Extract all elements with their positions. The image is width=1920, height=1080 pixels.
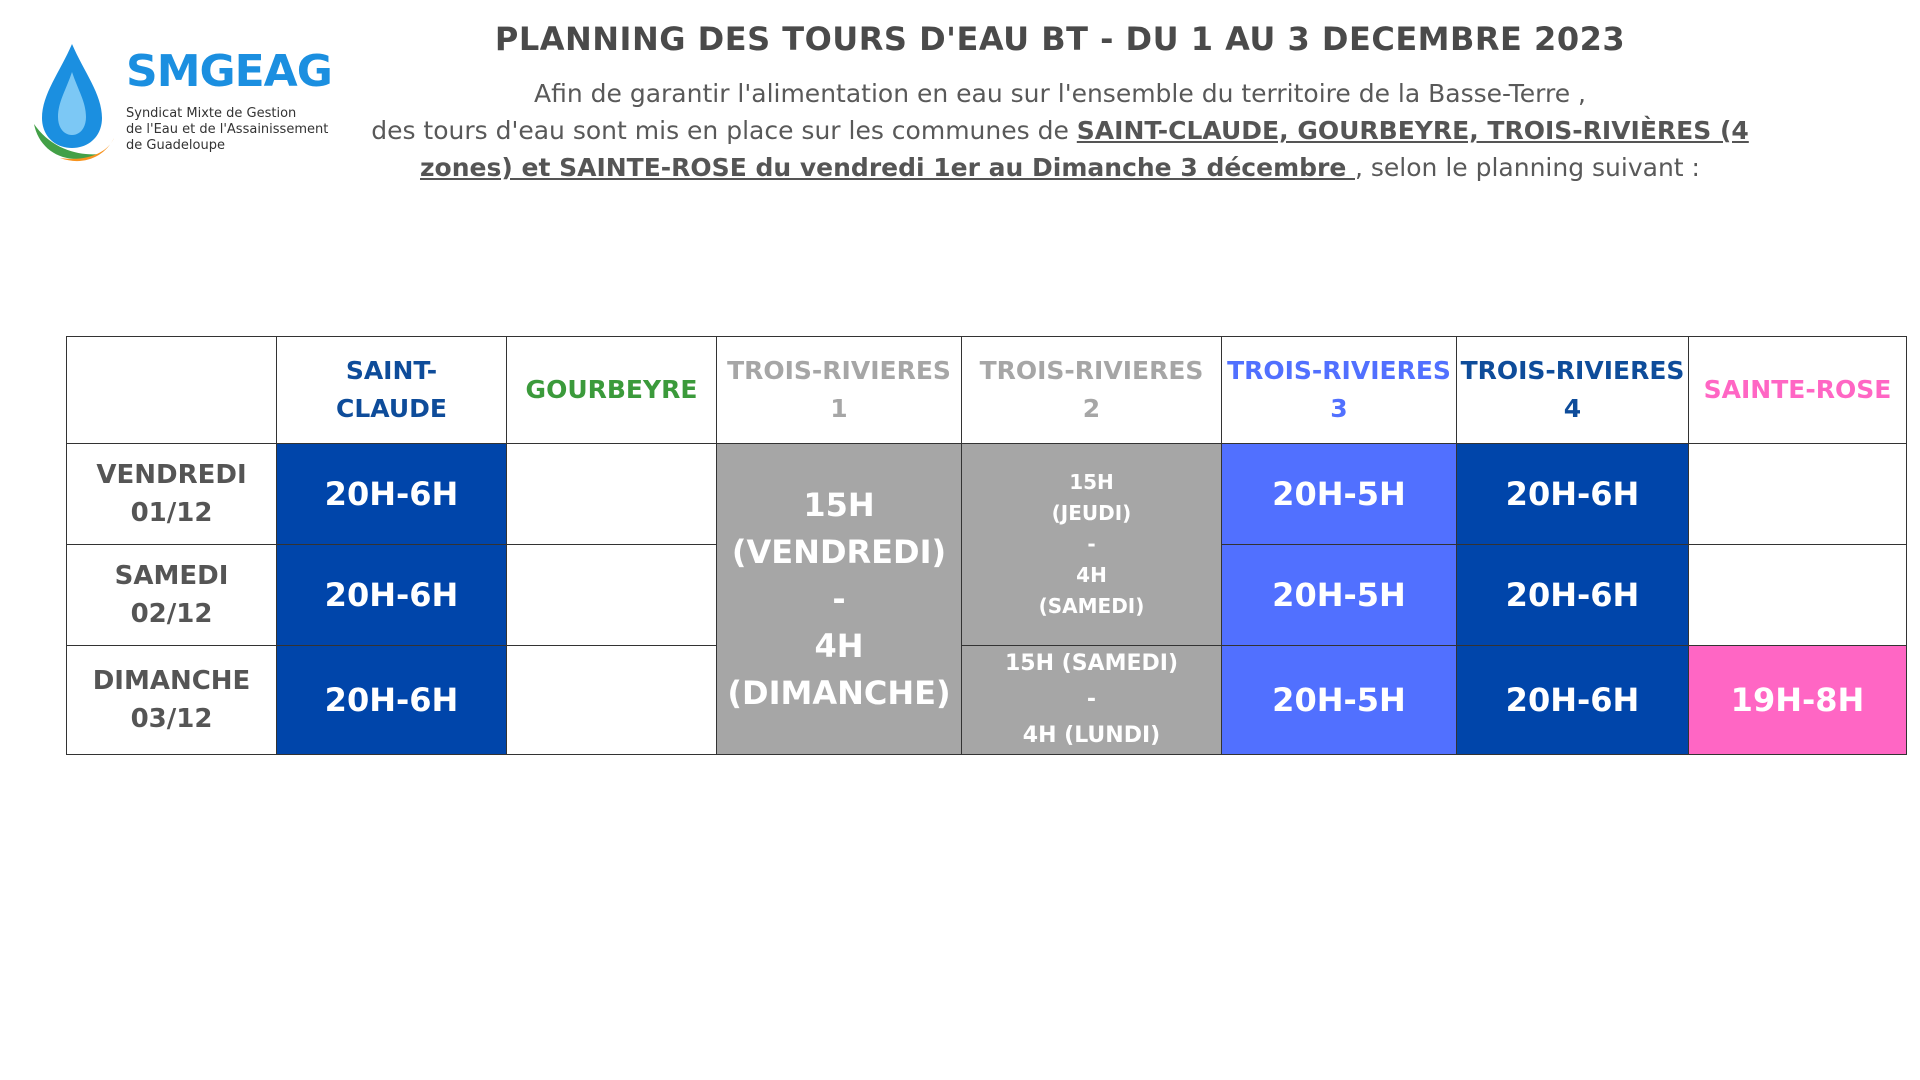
cell-saint-claude: 20H-6H [277,646,507,755]
intro-communes: SAINT-CLAUDE, GOURBEYRE, TROIS-RIVIÈRES (4 zones) et SAINTE-ROSE du vendredi 1er au Dimanche 3 décembre [420,116,1749,182]
cell-sainte-rose-empty [1689,545,1907,646]
cell-sainte-rose: 19H-8H [1689,646,1907,755]
intro-suffix: , selon le planning suivant : [1355,153,1700,182]
cell-gourbeyre-empty [507,646,717,755]
table-header-row [67,337,1907,444]
header-trois-rivieres-2: TROIS-RIVIERES 2 [962,337,1222,444]
header-trois-rivieres-1: TROIS-RIVIERES 1 [717,337,962,444]
cell-saint-claude: 20H-6H [277,545,507,646]
header-gourbeyre: GOURBEYRE [507,337,717,444]
intro-line-1: Afin de garantir l'alimentation en eau sur l'ensemble du territoire de la Basse-Terre , [533,79,1586,108]
brand-tagline: Syndicat Mixte de Gestion de l'Eau et de l'Assainissement de Guadeloupe [126,106,329,153]
brand-name: SMGEAG [126,46,332,97]
cell-sainte-rose-empty [1689,444,1907,545]
cell-trois-rivieres-4: 20H-6H [1457,646,1689,755]
cell-trois-rivieres-4: 20H-6H [1457,444,1689,545]
table-row-dimanche [67,646,1907,755]
table-row-vendredi [67,444,1907,545]
header-trois-rivieres-4: TROIS-RIVIERES 4 [1457,337,1689,444]
cell-trois-rivieres-1: 15H (VENDREDI) - 4H (DIMANCHE) [717,444,962,755]
water-drop-logo-icon [30,42,120,167]
intro-prefix: des tours d'eau sont mis en place sur les communes de [371,116,1077,145]
corner-cell [67,337,277,444]
smgeag-logo [30,40,350,165]
cell-trois-rivieres-2-second: 15H (SAMEDI) - 4H (LUNDI) [962,646,1222,755]
cell-trois-rivieres-3: 20H-5H [1222,545,1457,646]
cell-trois-rivieres-3: 20H-5H [1222,646,1457,755]
cell-saint-claude: 20H-6H [277,444,507,545]
cell-trois-rivieres-3: 20H-5H [1222,444,1457,545]
intro-text [330,75,1790,186]
cell-trois-rivieres-4: 20H-6H [1457,545,1689,646]
planning-table [66,336,1907,755]
day-label: VENDREDI 01/12 [67,444,277,545]
header-trois-rivieres-3: TROIS-RIVIERES 3 [1222,337,1457,444]
cell-gourbeyre-empty [507,444,717,545]
cell-gourbeyre-empty [507,545,717,646]
cell-trois-rivieres-2-first: 15H (JEUDI) - 4H (SAMEDI) [962,444,1222,646]
day-label: DIMANCHE 03/12 [67,646,277,755]
header-sainte-rose: SAINTE-ROSE [1689,337,1907,444]
page-title: PLANNING DES TOURS D'EAU BT - DU 1 AU 3 DECEMBRE 2023 [494,20,1626,58]
day-label: SAMEDI 02/12 [67,545,277,646]
header-saint-claude: SAINT- CLAUDE [277,337,507,444]
intro-line-2 [330,112,1790,186]
